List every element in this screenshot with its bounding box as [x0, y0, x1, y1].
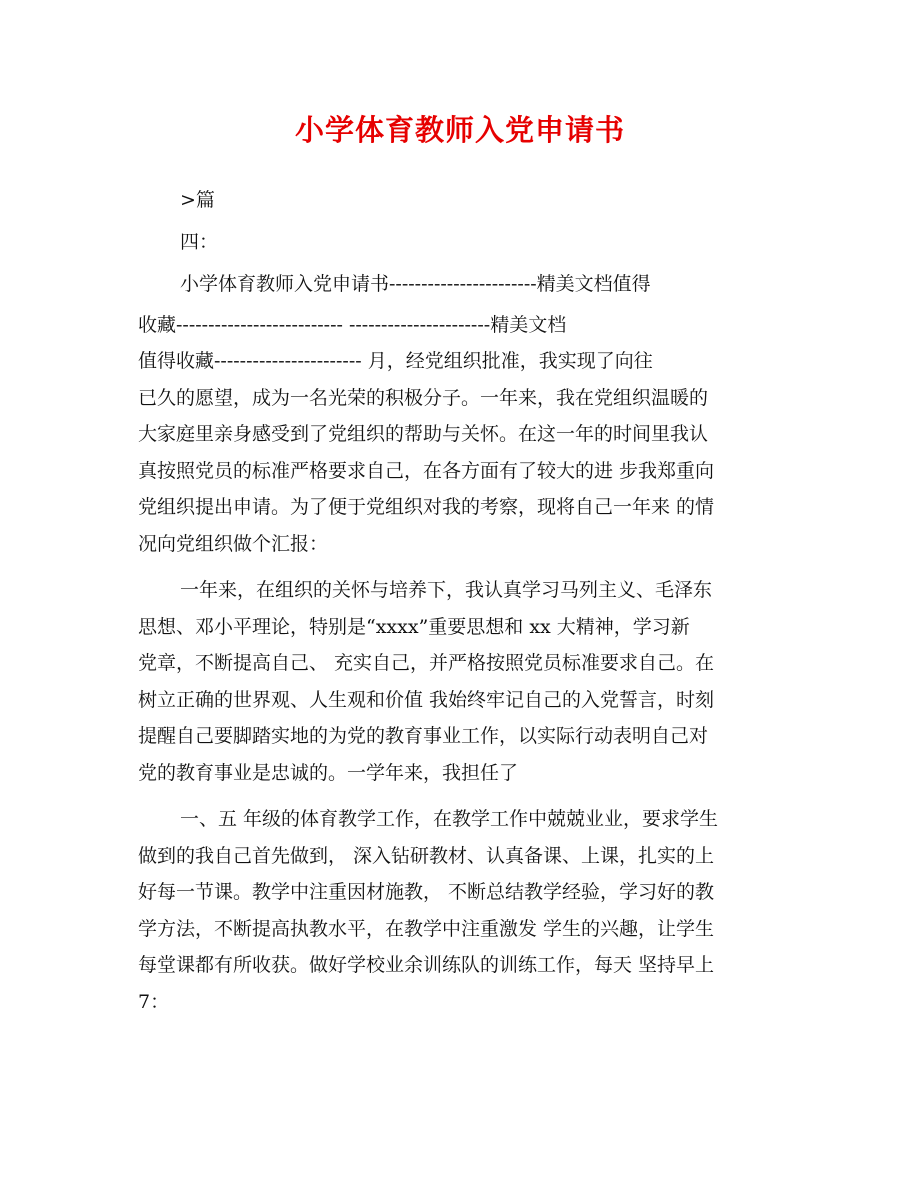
- text-line: 况向党组织做个汇报：: [138, 533, 329, 555]
- text-line: 7：: [138, 991, 170, 1013]
- text-line: 做到的我自己首先做到， 深入钻研教材、认真备课、上课，扎实的上: [138, 845, 715, 867]
- text-line: 已久的愿望，成为一名光荣的积极分子。一年来，我在党组织温暖的: [138, 387, 709, 409]
- text-line: 提醒自己要脚踏实地的为党的教育事业工作，以实际行动表明自己对: [138, 725, 709, 747]
- text-line: 党组织提出申请。为了便于党组织对我的考察，现将自己一年来 的情: [138, 496, 715, 518]
- text-line: 党的教育事业是忠诚的。一学年来，我担任了: [138, 762, 519, 784]
- text-line: 好每一节课。教学中注重因材施教， 不断总结教学经验，学习好的教: [138, 881, 715, 903]
- text-line: 一年来，在组织的关怀与培养下，我认真学习马列主义、毛泽东: [180, 579, 713, 601]
- text-line: 四：: [180, 231, 219, 253]
- text-line: 真按照党员的标准严格要求自己，在各方面有了较大的进 步我郑重向: [138, 460, 715, 482]
- text-line: 思想、邓小平理论，特别是“xxxx”重要思想和 xx 大精神，学习新: [138, 616, 690, 638]
- text-line: 大家庭里亲身感受到了党组织的帮助与关怀。在这一年的时间里我认: [138, 423, 709, 445]
- text-line: 党章，不断提高自己、 充实自己，并严格按照党员标准要求自己。在: [138, 652, 715, 674]
- text-line: 值得收藏----------------------- 月，经党组织批准，我实现了向往: [138, 350, 653, 372]
- text-line: 树立正确的世界观、人生观和价值 我始终牢记自己的入党誓言，时刻: [138, 689, 715, 711]
- text-line: 收藏-------------------------- ----------------------精美文档: [138, 314, 567, 336]
- document-title: 小学体育教师入党申请书: [294, 113, 625, 147]
- text-line: 小学体育教师入党申请书-----------------------精美文档值得: [180, 273, 651, 295]
- text-line: 每堂课都有所收获。做好学校业余训练队的训练工作，每天 坚持早上: [138, 954, 715, 976]
- text-line: >篇: [180, 189, 215, 211]
- text-line: 一、五 年级的体育教学工作，在教学工作中兢兢业业，要求学生: [180, 808, 719, 830]
- text-line: 学方法，不断提高执教水平，在教学中注重激发 学生的兴趣，让学生: [138, 918, 715, 940]
